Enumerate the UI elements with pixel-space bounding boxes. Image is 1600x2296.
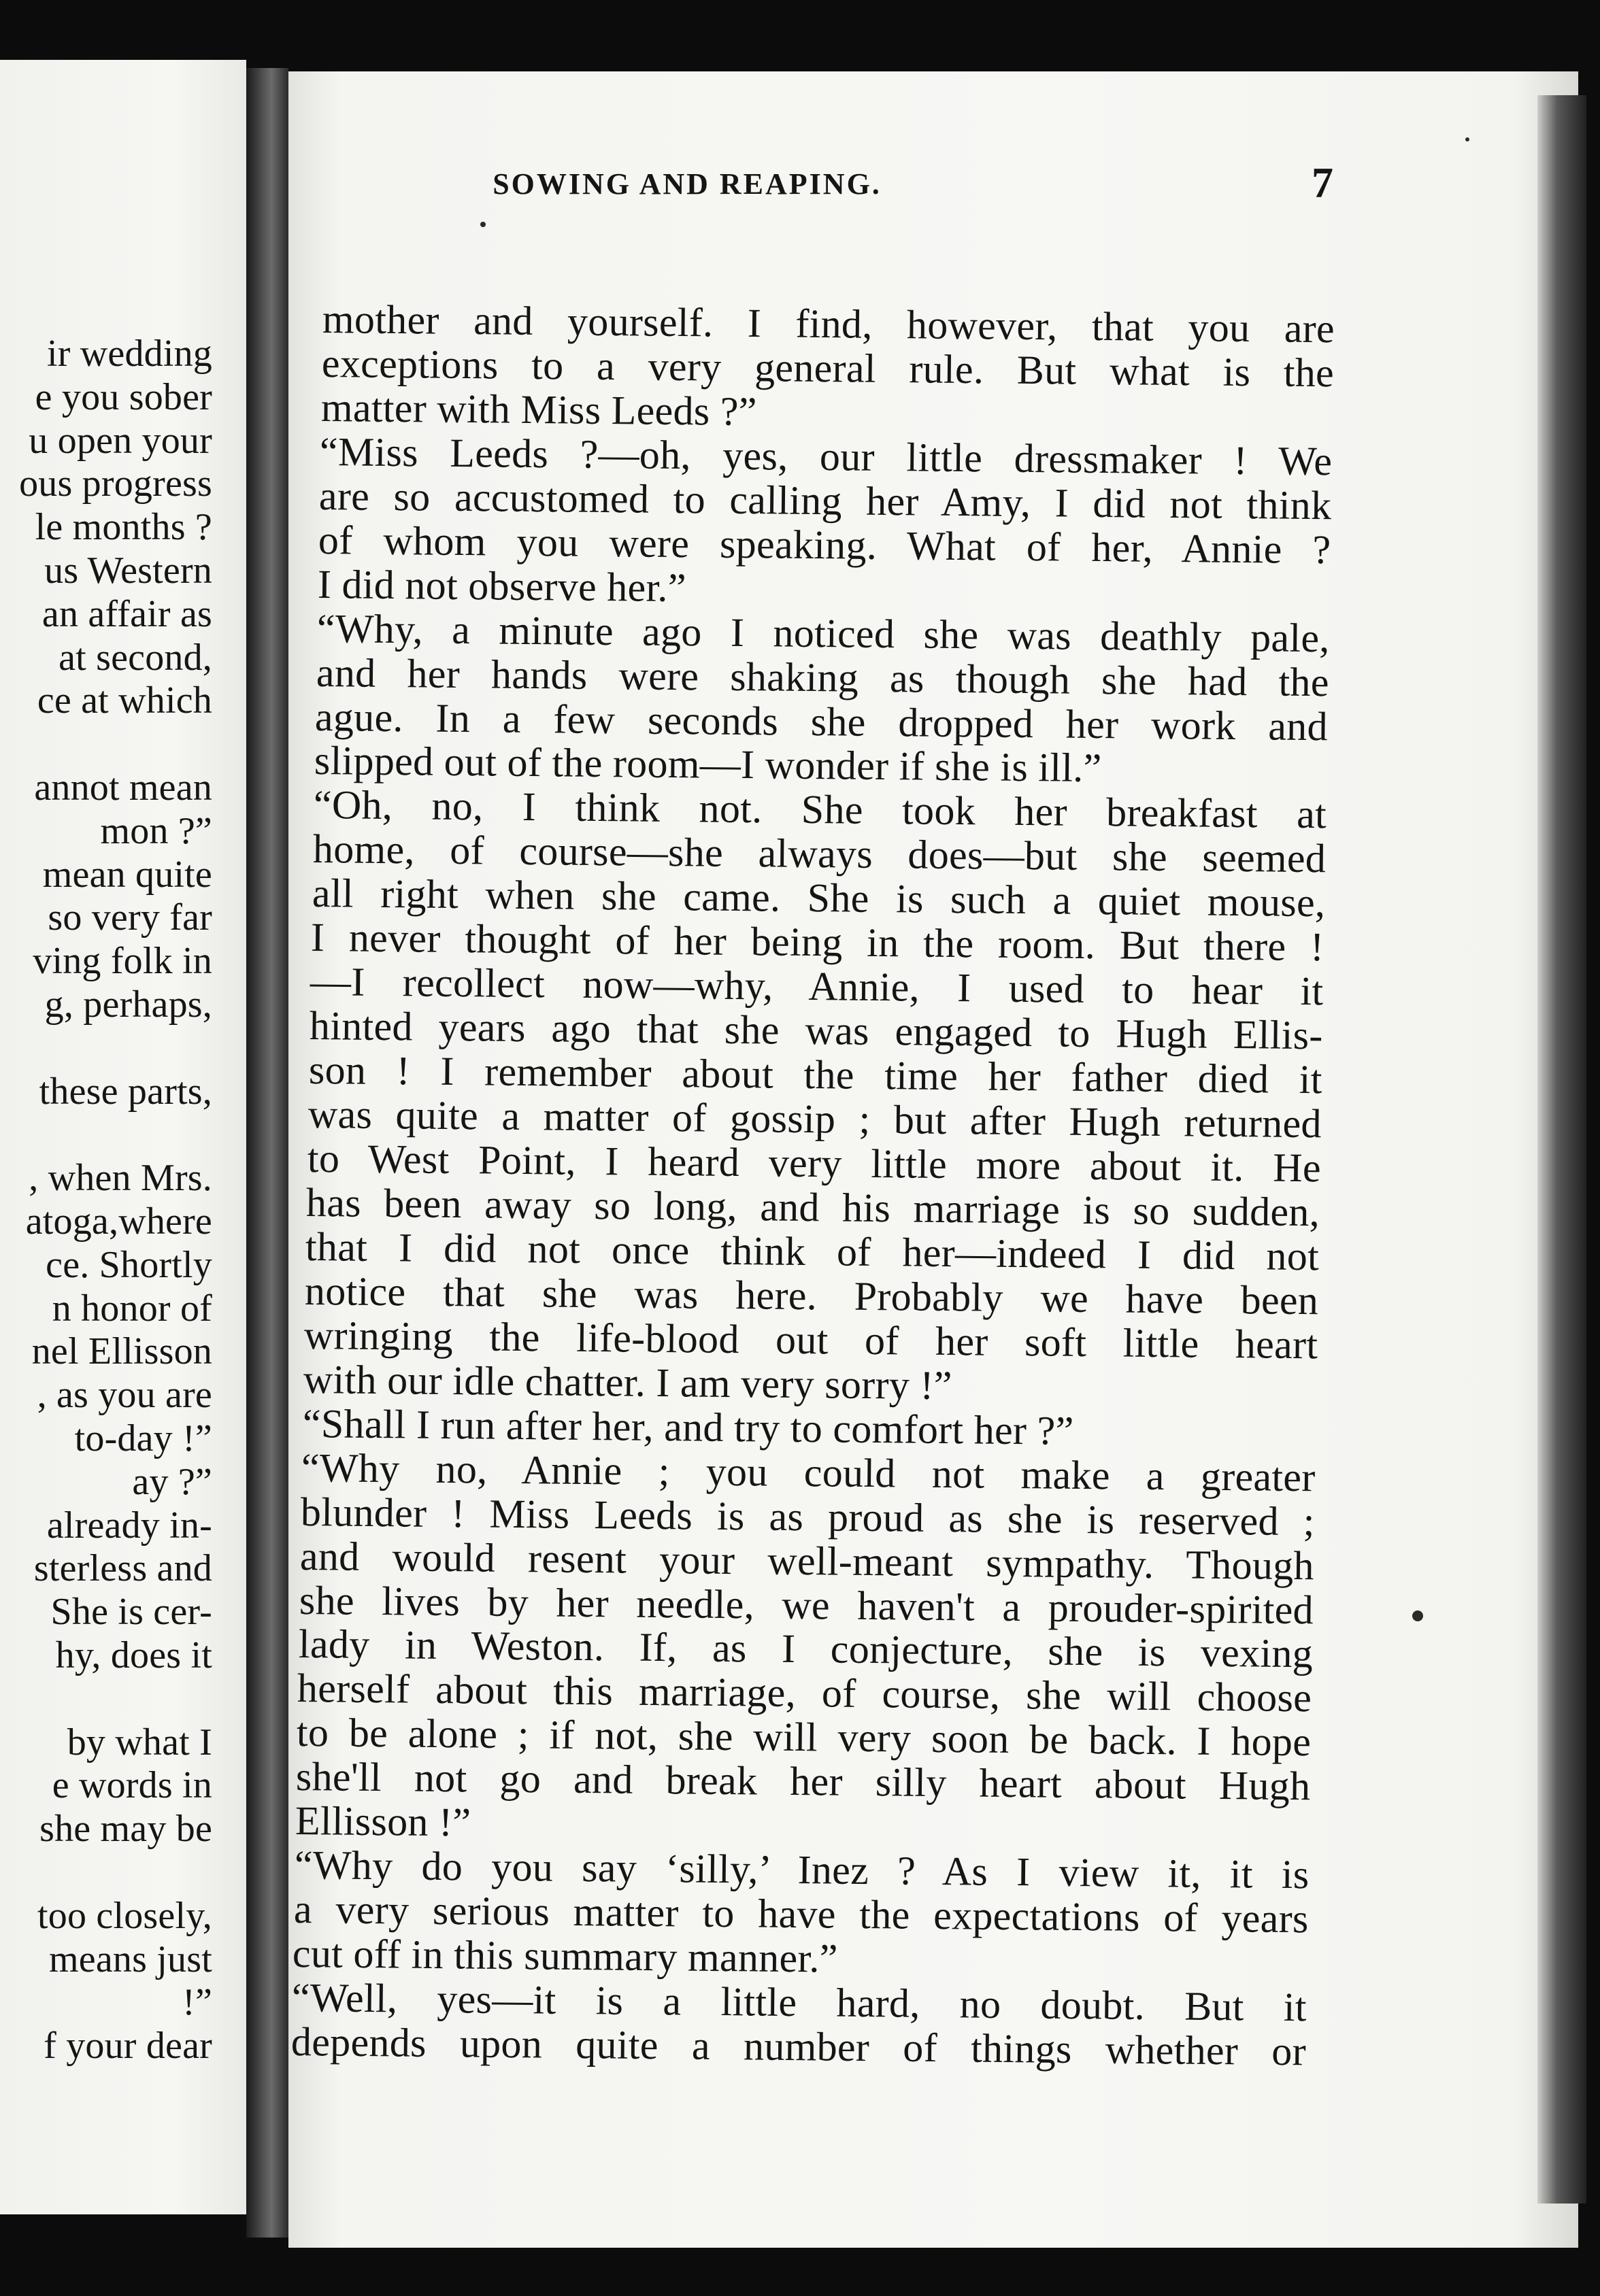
body-line: I did not observe her.” [317,561,686,610]
body-line: with our idle chatter. I am very sorry !” [303,1356,952,1408]
left-page-line: ving folk in [33,940,212,983]
left-page-line: by what I [67,1721,212,1763]
running-head: SOWING AND REAPING. [493,167,882,201]
body-line: she'll not go and break her silly heart about Hugh [295,1754,1311,1809]
body-line: “Why do you say ‘silly,’ Inez ? As I view it, it is [294,1842,1310,1897]
body-line: “Why no, Annie ; you could not make a greater [301,1445,1316,1500]
left-page-line: sterless and [33,1547,212,1590]
body-line: was quite a matter of gossip ; but after Hugh returned [307,1092,1322,1147]
body-line: a very serious matter to have the expectations of years [293,1887,1309,1942]
left-page-line: at second, [59,636,212,679]
left-page-line: ir wedding [46,333,212,375]
left-page-line: , when Mrs. [29,1157,212,1200]
left-page-line: u open your [29,419,212,462]
left-page-line: mon ?” [100,809,212,852]
body-line: “Shall I run after her, and try to comfort her ?” [302,1400,1074,1453]
left-page-line: !” [182,1981,212,2024]
left-page-line: le months ? [35,506,212,549]
body-line: hinted years ago that she was engaged to Hugh Ellis- [309,1003,1324,1058]
left-page-line: f your dear [44,2025,212,2067]
body-line: herself about this marriage, of course, she will choose [297,1666,1312,1721]
left-page-line: g, perhaps, [44,983,212,1026]
body-line: Ellisson !” [295,1798,471,1845]
left-page-line: an affair as [41,592,212,635]
left-page-line: ous progress [19,462,212,505]
body-line: depends upon quite a number of things whether or [290,2019,1307,2074]
body-line: ague. In a few seconds she dropped her work and [315,694,1329,749]
scan-speck [480,222,486,227]
body-line: home, of course—she always does—but she seemed [312,826,1327,881]
body-line: and would resent your well-meant sympathy. Though [299,1533,1315,1588]
left-page-line: annot mean [34,766,212,809]
left-page-line: already in- [46,1504,212,1547]
left-page-line: too closely, [37,1894,212,1937]
left-page-line: , as you are [37,1374,212,1417]
left-page-line: e words in [52,1764,212,1807]
body-line: —I recollect now—why, Annie, I used to hear it [310,959,1324,1014]
body-line: I never thought of her being in the room. But there ! [311,915,1325,970]
left-page-line: so very far [48,896,212,939]
body-line: has been away so long, and his marriage is so sudden, [306,1179,1320,1235]
scan-speck [1465,137,1469,141]
body-line: “Well, yes—it is a little hard, no doubt. But it [291,1975,1307,2030]
body-line: cut off in this summary manner.” [293,1931,839,1981]
left-page-line: these parts, [39,1070,212,1113]
left-page-line: n honor of [52,1287,212,1330]
left-page-line: to-day !” [74,1417,212,1459]
body-line: of whom you were speaking. What of her, Annie ? [318,517,1331,573]
body-line: are so accustomed to calling her Amy, I did not think [318,473,1332,528]
body-line: blunder ! Miss Leeds is as proud as she is reserved ; [300,1489,1316,1544]
left-page-line: atoga,where [25,1200,212,1243]
body-line: lady in Weston. If, as I conjecture, she is vexing [298,1621,1313,1676]
left-page-line: She is cer- [50,1591,212,1634]
body-line: to West Point, I heard very little more about it. He [307,1136,1321,1191]
left-page-line: mean quite [42,853,212,896]
left-page-line: us Western [44,550,212,592]
left-page-line: e you sober [35,375,212,418]
body-line: exceptions to a very general rule. But what is the [321,340,1335,396]
body-line: matter with Miss Leeds ?” [320,384,757,435]
left-page-line: ay ?” [132,1460,212,1503]
page-number: 7 [1312,158,1333,207]
body-line: notice that she was here. Probably we have been [304,1268,1319,1323]
body-line: all right when she came. She is such a quiet mouse, [312,871,1326,926]
body-line: to be alone ; if not, she will very soon be back. I hope [296,1710,1312,1765]
left-page-line: ce at which [37,679,212,722]
body-line: she lives by her needle, we haven't a prouder-spirited [299,1577,1314,1632]
left-page-line: means just [49,1938,212,1980]
left-page-line: she may be [39,1808,212,1851]
body-line: “Why, a minute ago I noticed she was deathly pale, [316,605,1330,660]
body-line: wringing the life-blood out of her soft little heart [303,1312,1318,1368]
body-line: mother and yourself. I find, however, that you are [322,297,1335,352]
body-line: son ! I remember about the time her father died it [308,1047,1322,1102]
body-line: that I did not once think of her—indeed I did not [305,1223,1320,1279]
left-page-line: ce. Shortly [46,1243,212,1286]
scan-speck [1412,1610,1423,1621]
body-line: “Miss Leeds ?—oh, yes, our little dressmaker ! We [320,428,1333,484]
body-line: and her hands were shaking as though she had the [316,649,1329,705]
body-line: slipped out of the room—I wonder if she is ill.” [314,738,1103,791]
left-page-line: hy, does it [55,1634,212,1676]
left-page-line: nel Ellisson [31,1330,212,1373]
body-line: “Oh, no, I think not. She took her breakfast at [313,782,1327,837]
